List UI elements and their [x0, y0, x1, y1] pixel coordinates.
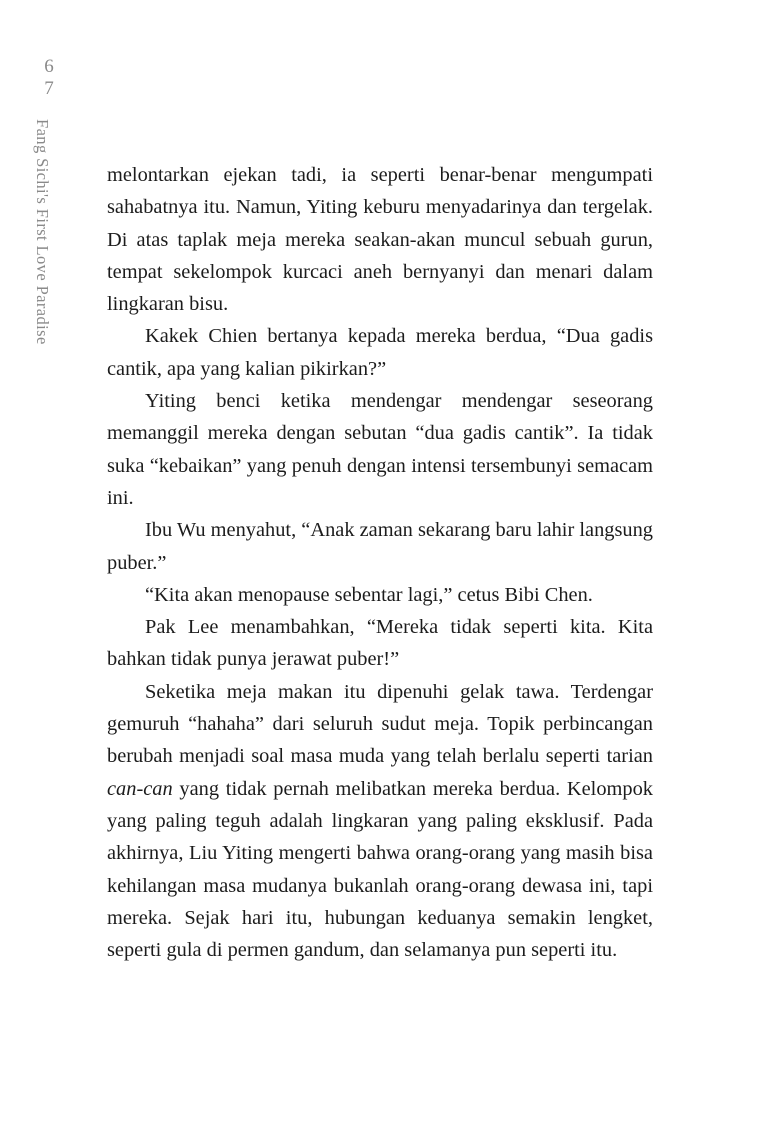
page-number-digit: 6	[44, 56, 54, 77]
paragraph: Ibu Wu menyahut, “Anak zaman sekarang baru lahir langsung puber.”	[107, 519, 653, 574]
page-number-digit: 7	[44, 78, 54, 99]
running-head-book-title: Fang Sichi's First Love Paradise	[33, 119, 52, 345]
paragraph: Yiting benci ketika mendengar mendengar seseorang memanggil mereka dengan sebutan “dua gadis cantik”. Ia tidak suka “kebaikan” yang penuh dengan intensi tersembunyi semacam ini.	[107, 390, 653, 509]
body-text-block	[107, 159, 653, 966]
paragraph: Pak Lee menambahkan, “Mereka tidak seperti kita. Kita bahkan tidak punya jerawat puber!”	[107, 616, 653, 671]
paragraph: Kakek Chien bertanya kepada mereka berdua, “Dua gadis cantik, apa yang kalian pikirkan?”	[107, 325, 653, 380]
paragraph: melontarkan ejekan tadi, ia seperti benar-benar mengumpati sahabatnya itu. Namun, Yiting keburu menyadarinya dan tergelak. Di atas taplak meja mereka seakan-akan muncul sebuah gurun, tempat sekelompok kurcaci aneh bernyanyi dan menari dalam lingkaran bisu.	[107, 164, 653, 316]
page-number	[40, 56, 58, 100]
paragraph: “Kita akan menopause sebentar lagi,” cetus Bibi Chen.	[145, 583, 593, 606]
paragraph: Seketika meja makan itu dipenuhi gelak tawa. Terdengar gemuruh “hahaha” dari seluruh sudut meja. Topik perbincangan berubah menjadi soal masa muda yang telah berlalu seperti tarian can-can yang tidak pernah melibatkan mereka berdua. Kelompok yang paling teguh adalah lingkaran yang paling eksklusif. Pada akhirnya, Liu Yiting mengerti bahwa orang-orang yang masih bisa kehilangan masa mudanya bukanlah orang-orang dewasa ini, tapi mereka. Sejak hari itu, hubungan keduanya semakin lengket, seperti gula di permen gandum, dan selamanya pun seperti itu.	[107, 680, 653, 962]
